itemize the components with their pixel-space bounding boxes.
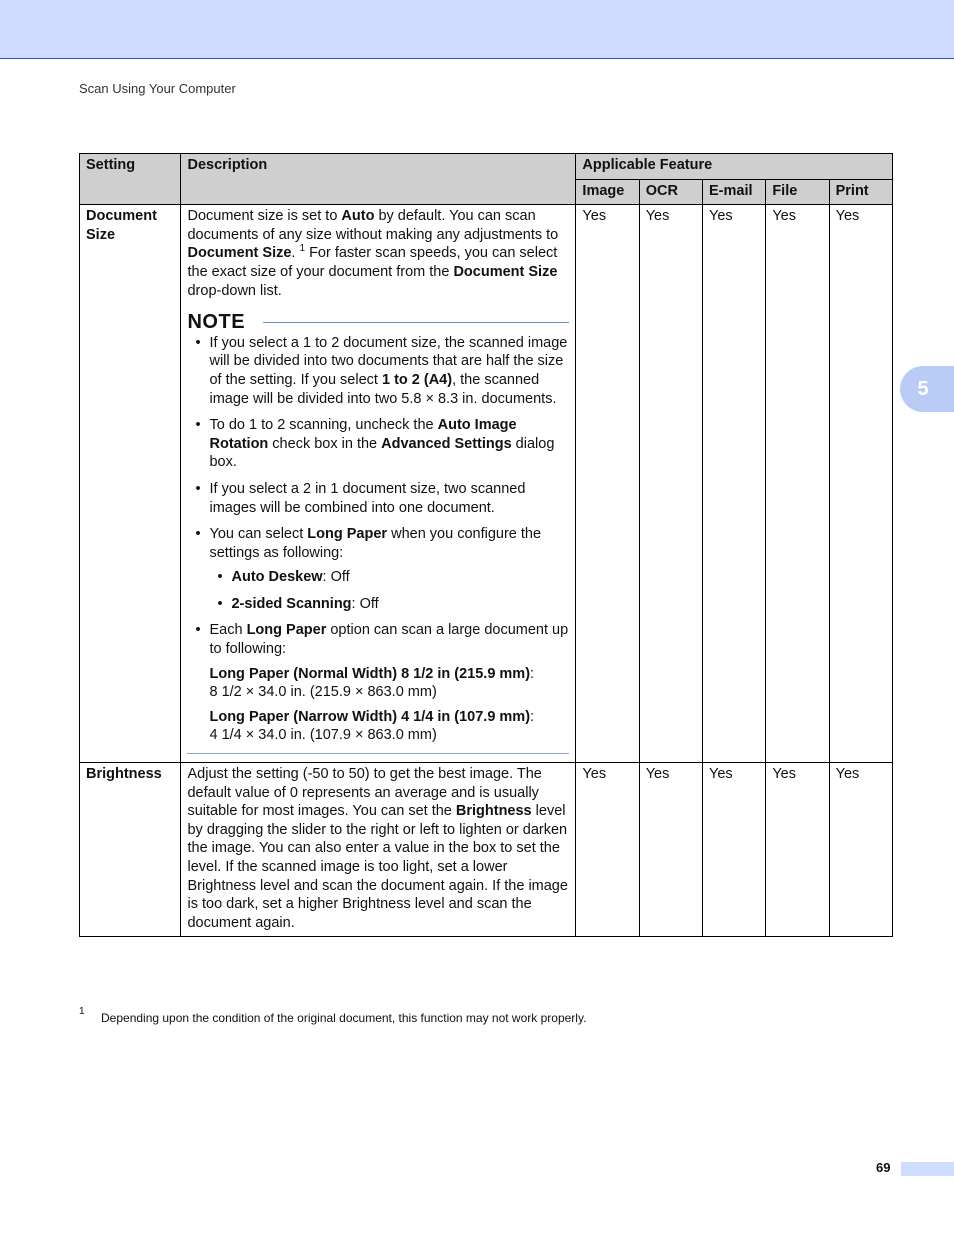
- feature-image-value: Yes: [576, 205, 639, 763]
- note-list: [187, 334, 569, 745]
- chapter-tab: 5: [900, 366, 954, 412]
- feature-email-value: Yes: [703, 205, 766, 763]
- feature-file-value: Yes: [766, 205, 829, 763]
- list-item: • Each Long Paper option can scan a large document up to following: Long Paper (Normal Width) 8 1/2 in (215.9 mm): 8 1/2 × 34.0 in. (215.9 × 863.0 mm) Long Paper (Narrow Width) 4 1/4 in (107.9 mm): 4 1/4 × 34.0 in. (107.9 × 863.0 mm): [209, 621, 569, 745]
- feature-email-value: Yes: [703, 763, 766, 937]
- feature-print-value: Yes: [829, 205, 892, 763]
- list-item: • To do 1 to 2 scanning, uncheck the Auto Image Rotation check box in the Advanced Settings dialog box.: [209, 416, 569, 472]
- feature-ocr-value: Yes: [639, 205, 702, 763]
- header-description: Description: [181, 154, 576, 205]
- header-email: E-mail: [703, 179, 766, 205]
- table-row: [80, 763, 893, 937]
- description-text: Adjust the setting (-50 to 50) to get the best image. The default value of 0 represents an average and is usually suitable for most images. You can set the Brightness level by dragging the slider to the right or left to lighten or darken the image. You can also enter a value in the box to set the level. If the scanned image is too light, set a lower Brightness level and scan the document again. If the image is too dark, set a higher Brightness level and scan the document again.: [187, 766, 568, 931]
- list-item: • If you select a 1 to 2 document size, the scanned image will be divided into two documents that are half the size of the setting. If you select 1 to 2 (A4), the scanned image will be divided into two 5.8 × 8.3 in. documents.: [209, 334, 569, 408]
- list-item: • You can select Long Paper when you configure the settings as following: • Auto Deskew: Off • 2-sided Scanning: Off: [209, 525, 569, 613]
- feature-image-value: Yes: [576, 763, 639, 937]
- sub-list-item: • 2-sided Scanning: Off: [231, 595, 569, 614]
- header-file: File: [766, 179, 829, 205]
- page-number: 69: [876, 1160, 891, 1175]
- header-applicable-feature: Applicable Feature: [576, 154, 893, 180]
- footnote-ref: 1: [299, 243, 306, 255]
- running-head: Scan Using Your Computer: [79, 81, 236, 96]
- table-row: [80, 205, 893, 763]
- footnote-text: Depending upon the condition of the original document, this function may not work properly.: [101, 1011, 587, 1025]
- header-setting: Setting: [80, 154, 181, 205]
- setting-cell: Brightness: [80, 763, 181, 937]
- note-rule: [263, 322, 569, 323]
- page-tab: [901, 1162, 954, 1176]
- description-text: Document size is set to Auto by default. You can scan documents of any size without making any adjustments to Document Size. $^1$ For faster scan speeds, you can select the exact size of your document from the Document Size drop-down list.: [187, 208, 559, 299]
- settings-table: [79, 153, 893, 937]
- list-item: • If you select a 2 in 1 document size, two scanned images will be combined into one document.: [209, 480, 569, 517]
- feature-print-value: Yes: [829, 763, 892, 937]
- sub-list: [209, 568, 569, 613]
- footnote-number: 1: [79, 1006, 85, 1017]
- header-ocr: OCR: [639, 179, 702, 205]
- note-title: NOTE: [187, 311, 246, 334]
- header-image: Image: [576, 179, 639, 205]
- header-print: Print: [829, 179, 892, 205]
- description-cell: [181, 763, 576, 937]
- feature-file-value: Yes: [766, 763, 829, 937]
- note-end-rule: [187, 753, 569, 754]
- top-header-band: [0, 0, 954, 59]
- note-header: [187, 313, 569, 332]
- table-header-row: [80, 154, 893, 180]
- long-paper-normal: Long Paper (Normal Width) 8 1/2 in (215.9 mm): 8 1/2 × 34.0 in. (215.9 × 863.0 mm): [209, 665, 535, 701]
- description-cell: [181, 205, 576, 763]
- setting-cell: Document Size: [80, 205, 181, 763]
- feature-ocr-value: Yes: [639, 763, 702, 937]
- long-paper-narrow: Long Paper (Narrow Width) 4 1/4 in (107.9 mm): 4 1/4 × 34.0 in. (107.9 × 863.0 mm): [209, 708, 535, 744]
- sub-list-item: • Auto Deskew: Off: [231, 568, 569, 587]
